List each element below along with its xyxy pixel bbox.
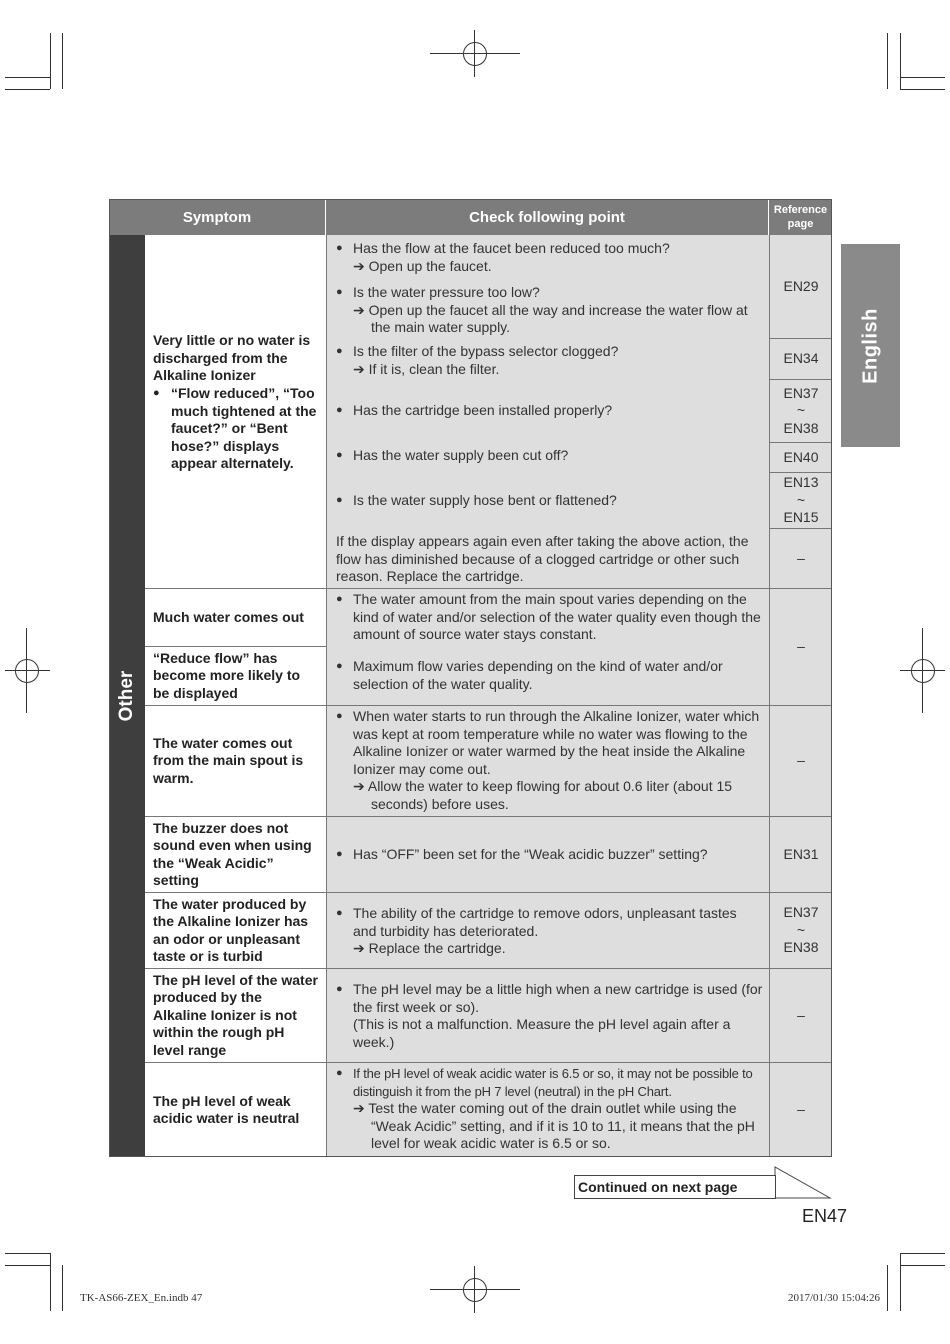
reference-cell: –	[769, 969, 832, 1063]
symptom-cell: “Reduce flow” has become more likely to be displayed	[145, 647, 326, 706]
check-item	[336, 343, 763, 378]
reference-cell: –	[769, 1063, 832, 1157]
arrow-icon: ➔	[353, 1100, 369, 1116]
divider	[326, 816, 769, 817]
symptom-cell: The water comes out from the main spout is warm.	[145, 706, 326, 817]
check-item	[336, 284, 763, 337]
reference-cell: EN40	[769, 443, 832, 473]
check-action: ➔ Test the water coming out of the drain outlet while using the “Weak Acidic” setting, and if it is 10 to 11, it means that the pH level for weak acidic water is 6.5 or so.	[353, 1100, 755, 1151]
registration-line	[5, 670, 50, 671]
check-question: Is the water pressure too low?	[353, 284, 540, 300]
language-tab	[841, 244, 900, 447]
crop-mark	[50, 33, 51, 89]
crop-mark	[900, 77, 945, 78]
crop-mark	[5, 1253, 50, 1254]
crop-mark	[5, 89, 50, 90]
crop-mark	[62, 33, 63, 89]
check-action: ➔ If it is, clean the filter.	[353, 360, 500, 377]
reference-cell: EN37 ~ EN38	[769, 893, 832, 969]
check-question: Is the filter of the bypass selector clogged?	[353, 343, 619, 359]
check-item: ● The water amount from the main spout varies depending on the kind of water and/or selection of the water quality even though the amount of source water stays constant.	[336, 591, 763, 644]
check-cell	[326, 969, 769, 1063]
check-question: Is the water supply hose bent or flattened?	[353, 492, 617, 508]
arrow-icon: ➔	[353, 778, 368, 794]
check-item: ● The pH level may be a little high when a new cartridge is used (for the first week or so). (This is not a malfunction. Measure the pH level again after a week.)	[336, 981, 763, 1051]
check-item	[336, 492, 763, 510]
arrow-icon: ➔	[353, 301, 369, 318]
check-action: ➔ Allow the water to keep flowing for about 0.6 liter (about 15 seconds) before uses.	[353, 778, 733, 812]
check-item	[336, 708, 763, 813]
registration-line	[430, 1289, 520, 1290]
check-question: Has the flow at the faucet been reduced too much?	[353, 240, 670, 256]
reference-cell: EN31	[769, 817, 832, 893]
check-cell	[326, 589, 769, 706]
header-check: Check following point	[326, 199, 769, 235]
registration-mark	[15, 659, 39, 683]
reference-cell: –	[769, 529, 832, 589]
check-item: ● Maximum flow varies depending on the kind of water and/or selection of the water quality.	[336, 658, 763, 693]
check-action: ➔ Open up the faucet.	[353, 257, 492, 274]
check-item	[336, 447, 763, 465]
reference-cell: EN34	[769, 339, 832, 380]
footer-date: 2017/01/30 15:04:26	[788, 1292, 880, 1304]
crop-mark	[900, 33, 901, 89]
crop-mark	[5, 1265, 50, 1266]
divider	[326, 1062, 769, 1063]
check-note: If the display appears again even after taking the above action, the flow has diminished because of a clogged cartridge or other such reason. Replace the cartridge.	[336, 533, 749, 584]
check-item	[336, 240, 763, 275]
registration-line	[474, 1266, 475, 1313]
check-cell	[326, 893, 769, 969]
registration-line	[474, 30, 475, 77]
symptom-text: Very little or no water is discharged from the Alkaline Ionizer	[153, 332, 311, 383]
registration-line	[922, 628, 923, 713]
crop-mark	[5, 77, 50, 78]
check-item	[336, 905, 763, 958]
page-number: EN47	[802, 1206, 848, 1226]
reference-cell: EN29	[769, 235, 832, 339]
arrow-icon: ➔	[353, 360, 369, 377]
header-symptom: Symptom	[109, 199, 326, 235]
bullet-icon: ●	[153, 387, 160, 399]
crop-mark	[62, 1265, 63, 1311]
reference-cell: EN37 ~ EN38	[769, 380, 832, 443]
crop-mark	[887, 33, 888, 89]
registration-mark	[463, 1278, 487, 1302]
check-cell	[326, 1063, 769, 1157]
divider	[326, 588, 769, 589]
registration-line	[430, 53, 520, 54]
registration-mark	[463, 42, 487, 66]
check-item	[336, 1065, 763, 1153]
check-cell	[326, 235, 769, 589]
symptom-cell: The water produced by the Alkaline Ionizer has an odor or unpleasant taste or is turbid	[145, 893, 326, 969]
troubleshooting-table	[109, 199, 832, 1157]
symptom-bullet	[153, 385, 320, 473]
check-action: ➔ Open up the faucet all the way and increase the water flow at the main water supply.	[353, 301, 748, 335]
reference-cell: –	[769, 589, 832, 706]
check-cell	[326, 817, 769, 893]
symptom-cell: The buzzer does not sound even when using the “Weak Acidic” setting	[145, 817, 326, 893]
arrow-icon: ➔	[353, 940, 369, 956]
symptom-bullet-text: “Flow reduced”, “Too much tightened at the faucet?” or “Bent hose?” displays appear alternately.	[171, 385, 317, 471]
crop-mark	[900, 1253, 945, 1254]
language-tab-label: English	[859, 307, 881, 384]
footer-file: TK-AS66-ZEX_En.indb 47	[80, 1292, 203, 1304]
continued-label: Continued on next page	[574, 1175, 776, 1199]
divider	[326, 968, 769, 969]
check-question: Has the water supply been cut off?	[353, 447, 569, 463]
header-reference: Reference page	[769, 199, 832, 235]
check-question: When water starts to run through the Alkaline Ionizer, water which was kept at room temperature while no water was flowing to the Alkaline Ionizer or water warmed by the heat inside the Alkaline Ionizer may come out.	[353, 708, 760, 777]
arrow-icon: ➔	[353, 257, 369, 274]
divider	[326, 705, 769, 706]
check-item: ● Has “OFF” been set for the “Weak acidic buzzer” setting?	[336, 846, 763, 864]
crop-mark	[887, 1265, 888, 1311]
registration-mark	[911, 659, 935, 683]
crop-mark	[900, 1253, 901, 1311]
reference-cell: –	[769, 706, 832, 817]
check-item	[336, 402, 763, 420]
symptom-cell: The pH level of the water produced by the Alkaline Ionizer is not within the rough pH level range	[145, 969, 326, 1063]
symptom-cell	[145, 235, 326, 589]
check-question: Has the cartridge been installed properly?	[353, 402, 613, 418]
category-label: Other	[116, 670, 137, 722]
check-cell	[326, 706, 769, 817]
check-action: ➔ Replace the cartridge.	[353, 940, 506, 956]
crop-mark	[900, 1265, 945, 1266]
crop-mark	[900, 89, 945, 90]
category-other	[109, 235, 145, 1157]
symptom-cell: Much water comes out	[145, 589, 326, 647]
divider	[326, 892, 769, 893]
crop-mark	[50, 1253, 51, 1311]
registration-line	[26, 628, 27, 713]
reference-cell: EN13 ~ EN15	[769, 473, 832, 529]
check-question: If the pH level of weak acidic water is 6.5 or so, it may not be possible to distinguish it from the pH 7 level (neutral) in the pH Chart.	[353, 1066, 753, 1099]
symptom-cell: The pH level of weak acidic water is neutral	[145, 1063, 326, 1157]
check-question: The ability of the cartridge to remove odors, unpleasant tastes and turbidity has deteriorated.	[353, 905, 737, 939]
